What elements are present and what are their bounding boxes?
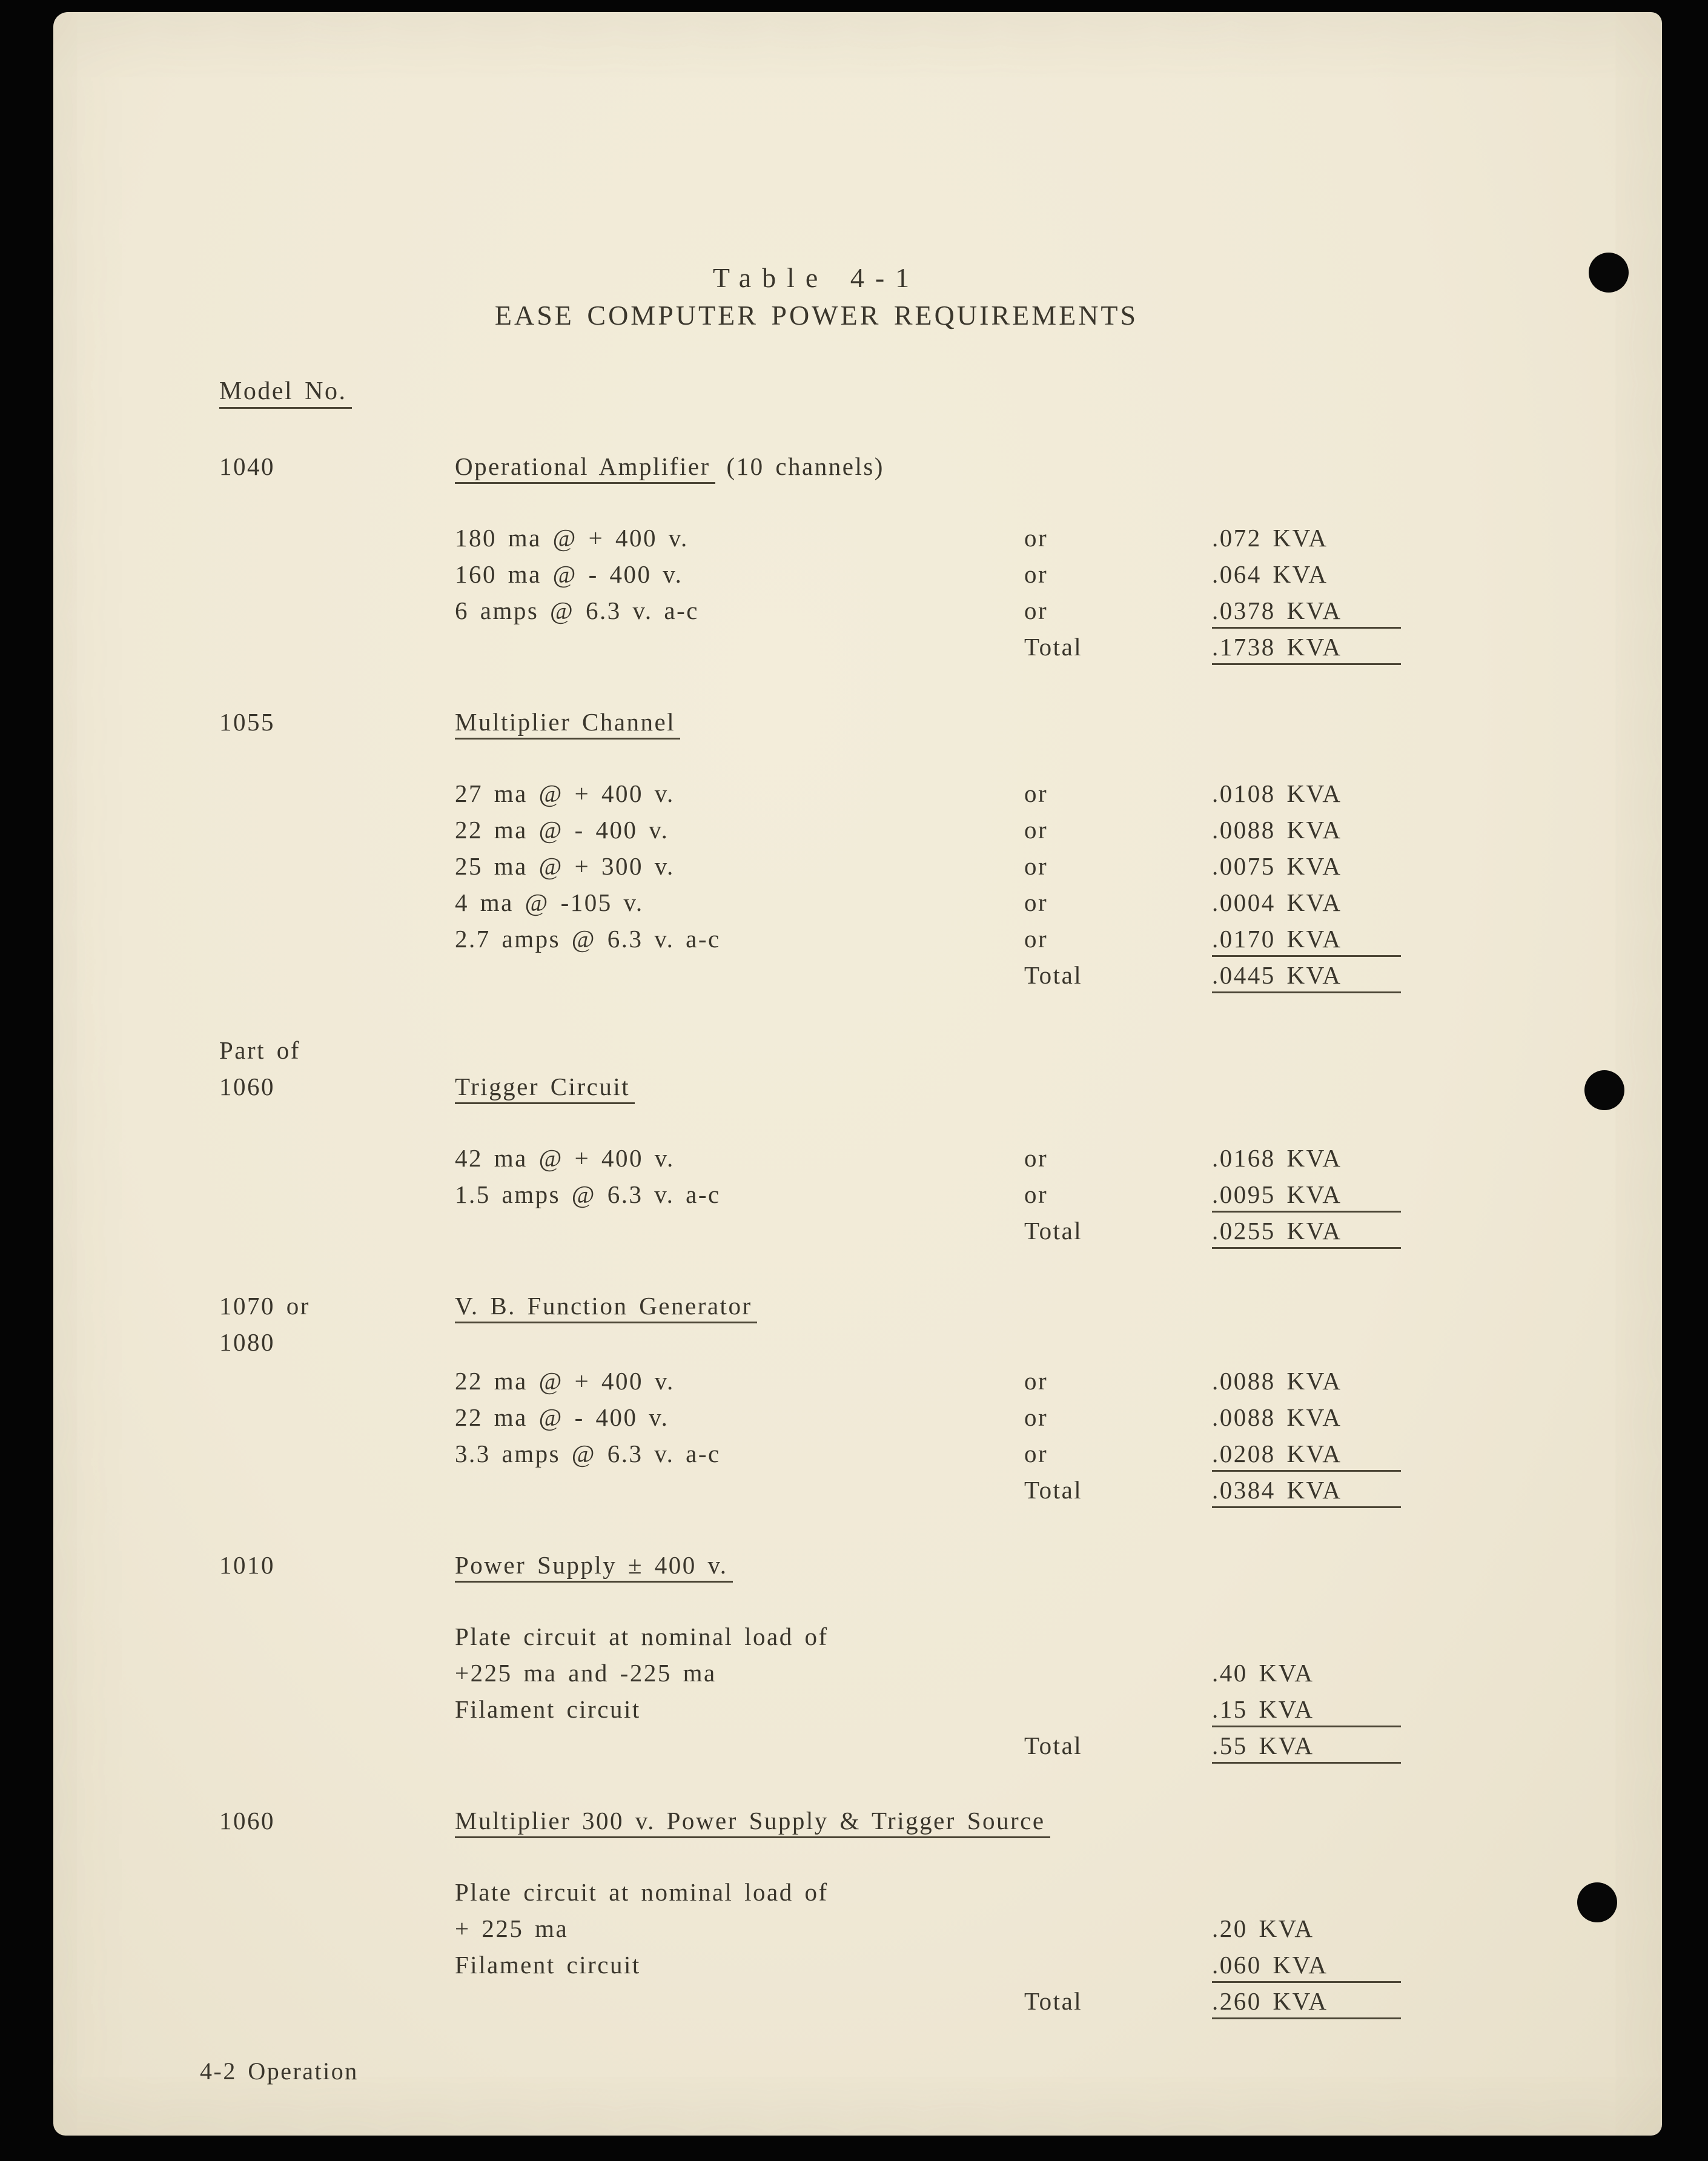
or-label (1024, 1947, 1212, 1983)
model-no-label: Model No. (219, 377, 352, 409)
power-section (219, 1032, 1662, 1249)
total-value-cell (1212, 629, 1662, 665)
spec-row (219, 921, 1662, 957)
model-cell (219, 1032, 455, 1105)
model-number: 1040 (219, 452, 275, 480)
model-cell (219, 448, 455, 485)
or-label: or (1024, 1144, 1048, 1172)
power-section (219, 1802, 1662, 2019)
spec-row (219, 775, 1662, 812)
or-label: or (1024, 816, 1048, 844)
or-label: or (1024, 1367, 1048, 1395)
total-value-cell (1212, 1472, 1662, 1508)
or-label (1024, 1910, 1212, 1947)
spec-value-cell (1212, 1140, 1662, 1176)
power-section (219, 704, 1662, 993)
spec-row (219, 1435, 1662, 1472)
section-title-text: Multiplier 300 v. Power Supply & Trigger Source (455, 1807, 1050, 1838)
table-header (219, 259, 1414, 334)
power-section (219, 1547, 1662, 1764)
spec-value: .0168 KVA (1212, 1144, 1342, 1172)
spec-row (219, 1655, 1662, 1691)
or-label: or (1024, 524, 1048, 552)
total-row (219, 1983, 1662, 2019)
model-no-header (219, 373, 1662, 409)
spec-value: .0170 KVA (1212, 922, 1401, 957)
model-number: 1060 (219, 1807, 275, 1835)
section-header-row (219, 1288, 1662, 1360)
total-value-cell (1212, 1727, 1662, 1764)
section-title-text: Operational Amplifier (455, 452, 715, 484)
spec-value-cell (1212, 884, 1662, 921)
total-desc-spacer (455, 957, 1024, 993)
model-col-spacer (219, 556, 455, 592)
spec-value: .40 KVA (1212, 1659, 1314, 1687)
spec-value-cell (1212, 1399, 1662, 1435)
total-label: Total (1024, 1732, 1083, 1759)
spec-row (219, 1363, 1662, 1399)
or-label: or (1024, 889, 1048, 916)
sections-container (219, 448, 1662, 2019)
spec-value: .0088 KVA (1212, 816, 1342, 844)
total-row (219, 957, 1662, 993)
spec-value-cell (1212, 556, 1662, 592)
model-col-spacer (219, 592, 455, 629)
model-cell (219, 1547, 455, 1583)
model-cell (219, 1802, 455, 1839)
section-header-row (219, 704, 1662, 740)
model-col-spacer (219, 1472, 455, 1508)
model-pre-label: Part of (219, 1036, 300, 1064)
total-row (219, 1213, 1662, 1249)
model-col-spacer (219, 520, 455, 556)
total-value-cell (1212, 957, 1662, 993)
page-footer: 4-2 Operation (200, 2057, 359, 2085)
spec-value-cell (1212, 1947, 1662, 1983)
spec-value-cell (1212, 1363, 1662, 1399)
model-col-spacer (219, 1435, 455, 1472)
total-row (219, 1472, 1662, 1508)
spec-description: 3.3 amps @ 6.3 v. a-c (455, 1440, 721, 1468)
spec-description: 22 ma @ - 400 v. (455, 816, 669, 844)
spec-description: Filament circuit (455, 1951, 641, 1979)
model-number: 1070 or (219, 1292, 310, 1320)
or-label (1024, 1618, 1212, 1655)
spec-description: 160 ma @ - 400 v. (455, 560, 683, 588)
spec-description: Filament circuit (455, 1695, 641, 1723)
model-col-spacer (219, 812, 455, 848)
total-label: Total (1024, 1476, 1083, 1504)
spec-value: .060 KVA (1212, 1948, 1401, 1983)
section-title (455, 1288, 1662, 1324)
spec-value-cell (1212, 775, 1662, 812)
power-section (219, 448, 1662, 665)
or-label (1024, 1874, 1212, 1910)
spec-value: .0004 KVA (1212, 889, 1342, 916)
spec-description: 22 ma @ + 400 v. (455, 1367, 675, 1395)
total-value: .0384 KVA (1212, 1474, 1401, 1508)
or-label: or (1024, 560, 1048, 588)
total-desc-spacer (455, 1983, 1024, 2019)
or-label: or (1024, 1403, 1048, 1431)
total-value: .1738 KVA (1212, 630, 1401, 665)
model-col-spacer (219, 957, 455, 993)
total-row (219, 629, 1662, 665)
total-row (219, 1727, 1662, 1764)
spec-row (219, 556, 1662, 592)
spec-row (219, 1176, 1662, 1213)
model-col-spacer (219, 1727, 455, 1764)
model-col-spacer (219, 629, 455, 665)
total-desc-spacer (455, 1727, 1024, 1764)
spec-row (219, 884, 1662, 921)
section-title (455, 1547, 1662, 1583)
section-title-text: Trigger Circuit (455, 1073, 635, 1104)
or-label: or (1024, 1180, 1048, 1208)
spec-value: .15 KVA (1212, 1693, 1401, 1727)
total-label: Total (1024, 633, 1083, 661)
spec-value-cell (1212, 520, 1662, 556)
section-header-row (219, 1032, 1662, 1105)
spec-description: 25 ma @ + 300 v. (455, 852, 675, 880)
or-label: or (1024, 1440, 1048, 1468)
spec-value: .0108 KVA (1212, 779, 1342, 807)
spec-description: Plate circuit at nominal load of (455, 1623, 829, 1650)
model-col-spacer (219, 1655, 455, 1691)
spec-description: 180 ma @ + 400 v. (455, 524, 689, 552)
spec-value: .0075 KVA (1212, 852, 1342, 880)
model-col-spacer (219, 1947, 455, 1983)
model-col-spacer (219, 1363, 455, 1399)
model-number: 1055 (219, 708, 275, 736)
spec-description: 22 ma @ - 400 v. (455, 1403, 669, 1431)
spec-description: +225 ma and -225 ma (455, 1659, 717, 1687)
model-col-spacer (219, 775, 455, 812)
spec-row (219, 1618, 1662, 1655)
model-number: 1060 (219, 1073, 275, 1100)
spec-value: .0095 KVA (1212, 1178, 1401, 1213)
or-label: or (1024, 779, 1048, 807)
total-value: .0255 KVA (1212, 1214, 1401, 1249)
section-header-row (219, 1547, 1662, 1583)
spec-description: Plate circuit at nominal load of (455, 1878, 829, 1906)
spec-value: .064 KVA (1212, 560, 1328, 588)
power-section (219, 1288, 1662, 1508)
spec-value-cell (1212, 848, 1662, 884)
spec-value-cell (1212, 1655, 1662, 1691)
total-label: Total (1024, 1217, 1083, 1245)
section-header-row (219, 448, 1662, 485)
model-col-spacer (219, 1399, 455, 1435)
spec-row (219, 848, 1662, 884)
or-label: or (1024, 925, 1048, 953)
section-title (455, 704, 1662, 740)
spec-value: .0088 KVA (1212, 1367, 1342, 1395)
spec-description: + 225 ma (455, 1914, 569, 1942)
spec-row (219, 592, 1662, 629)
spec-description: 1.5 amps @ 6.3 v. a-c (455, 1180, 721, 1208)
or-label: or (1024, 852, 1048, 880)
or-label: or (1024, 597, 1048, 624)
spec-description: 27 ma @ + 400 v. (455, 779, 675, 807)
spec-description: 2.7 amps @ 6.3 v. a-c (455, 925, 721, 953)
model-col-spacer (219, 884, 455, 921)
spec-value: .0208 KVA (1212, 1437, 1401, 1472)
total-desc-spacer (455, 629, 1024, 665)
section-title-text: Multiplier Channel (455, 708, 680, 740)
section-title (455, 448, 1662, 485)
hole-punch (1584, 1070, 1624, 1110)
total-desc-spacer (455, 1213, 1024, 1249)
model-col-spacer (219, 1213, 455, 1249)
spec-value-cell (1212, 1618, 1662, 1655)
spec-row (219, 520, 1662, 556)
spec-value-cell (1212, 921, 1662, 957)
spec-description: 4 ma @ -105 v. (455, 889, 644, 916)
total-value: .260 KVA (1212, 1985, 1401, 2019)
model-col-spacer (219, 1874, 455, 1910)
hole-punch (1589, 253, 1629, 293)
spec-row (219, 1947, 1662, 1983)
spec-value: .072 KVA (1212, 524, 1328, 552)
spec-value-cell (1212, 1691, 1662, 1727)
spec-row (219, 1874, 1662, 1910)
model-col-spacer (219, 1618, 455, 1655)
or-label (1024, 1691, 1212, 1727)
total-value-cell (1212, 1213, 1662, 1249)
model-col-spacer (219, 1176, 455, 1213)
model-col-spacer (219, 1140, 455, 1176)
section-title-suffix: (10 channels) (726, 452, 884, 480)
model-col-spacer (219, 921, 455, 957)
model-cell (219, 704, 455, 740)
document-page (53, 12, 1662, 2136)
hole-punch (1577, 1882, 1617, 1922)
total-value-cell (1212, 1983, 1662, 2019)
section-header-row (219, 1802, 1662, 1839)
spec-value-cell (1212, 1435, 1662, 1472)
spec-row (219, 1691, 1662, 1727)
model-col-spacer (219, 1983, 455, 2019)
model-cell (219, 1288, 455, 1360)
section-title-text: Power Supply ± 400 v. (455, 1551, 733, 1583)
table-title: Table 4-1 (712, 262, 921, 293)
total-label: Total (1024, 1987, 1083, 2015)
model-col-spacer (219, 1910, 455, 1947)
spec-row (219, 1910, 1662, 1947)
spec-value-cell (1212, 1176, 1662, 1213)
spec-description: 6 amps @ 6.3 v. a-c (455, 597, 699, 624)
model-col-spacer (219, 848, 455, 884)
model-col-spacer (219, 1691, 455, 1727)
spec-row (219, 1399, 1662, 1435)
or-label (1024, 1655, 1212, 1691)
spec-row (219, 812, 1662, 848)
spec-description: 42 ma @ + 400 v. (455, 1144, 675, 1172)
spec-value: .20 KVA (1212, 1914, 1314, 1942)
spec-value-cell (1212, 592, 1662, 629)
spec-row (219, 1140, 1662, 1176)
page-content (53, 12, 1662, 2090)
table-subtitle: EASE COMPUTER POWER REQUIREMENTS (494, 300, 1139, 331)
total-label: Total (1024, 961, 1083, 989)
spec-value-cell (1212, 812, 1662, 848)
section-title (455, 1068, 1662, 1105)
section-title-text: V. B. Function Generator (455, 1292, 757, 1323)
spec-value: .0378 KVA (1212, 594, 1401, 629)
model-number: 1010 (219, 1551, 275, 1579)
section-title (455, 1802, 1662, 1839)
total-desc-spacer (455, 1472, 1024, 1508)
total-value: .0445 KVA (1212, 959, 1401, 993)
model-post-label: 1080 (219, 1328, 275, 1356)
spec-value: .0088 KVA (1212, 1403, 1342, 1431)
total-value: .55 KVA (1212, 1729, 1401, 1764)
